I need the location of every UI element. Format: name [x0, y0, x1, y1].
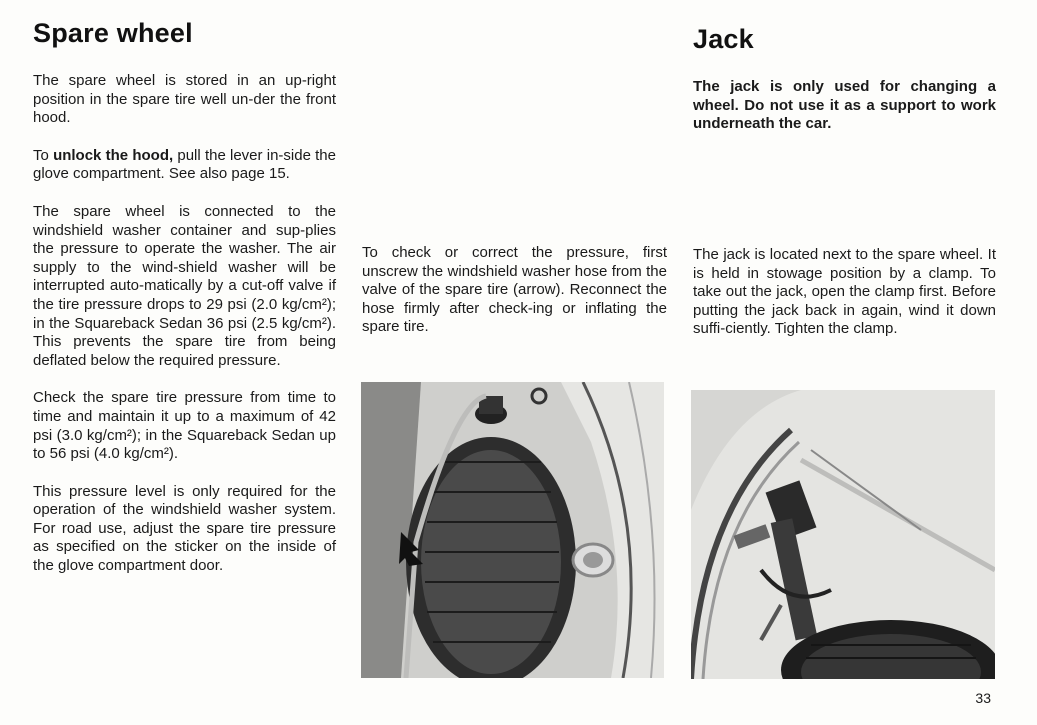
- spare-wheel-paragraph-2: [33, 147, 336, 184]
- jack-location-paragraph: The jack is located next to the spare wheel. It is held in stowage position by a clamp. To take out the jack, open the clamp first. Before putting the jack back in again, wind it down suffi-ciently. Tighten the clamp.: [693, 246, 996, 338]
- spare-wheel-paragraph-4: Check the spare tire pressure from time to time and maintain it up to a maximum of 42 psi (3.0 kg/cm²); in the Squareback Sedan up to 56 psi (4.0 kg/cm²).: [33, 389, 336, 463]
- paragraph-2-bold: unlock the hood,: [53, 146, 174, 164]
- spare-tire-photo: [361, 382, 664, 678]
- jack-illustration: [691, 390, 995, 679]
- right-body: [693, 246, 996, 339]
- paragraph-2-pre: To: [33, 146, 54, 164]
- section-title-jack: Jack: [693, 24, 754, 54]
- right-column: [693, 24, 996, 55]
- spare-wheel-paragraph-5: This pressure level is only required for the operation of the windshield washer system. For road use, adjust the spare tire pressure as specified on the sticker on the inside of the glove compartment door.: [33, 482, 336, 575]
- page-number: 33: [975, 690, 991, 706]
- right-warning: [693, 78, 996, 134]
- left-column: [33, 18, 336, 49]
- paragraph-2-post: pull the lever in-side the glove compartment. See also page 15.: [33, 146, 336, 183]
- middle-column: [362, 244, 667, 337]
- spare-wheel-paragraph-3: The spare wheel is connected to the windshield washer container and sup-plies the pressure to operate the washer. The air supply to the wind-shield washer will be interrupted auto-matically by a cut-off valve if the tire pressure drops to 29 psi (2.0 kg/cm²); in the Squareback Sedan 36 psi (2.5 kg/cm²). This prevents the spare tire from being deflated below the required pressure.: [33, 202, 336, 369]
- left-body: [33, 72, 336, 576]
- pressure-check-paragraph: To check or correct the pressure, first unscrew the windshield washer hose from the valve of the spare tire (arrow). Reconnect the hose firmly after check-ing or inflating the spare tire.: [362, 244, 667, 336]
- jack-photo: [691, 390, 995, 679]
- section-title-spare-wheel: Spare wheel: [33, 18, 193, 48]
- jack-warning: The jack is only used for changing a wheel. Do not use it as a support to work underneath the car.: [693, 78, 996, 133]
- spare-wheel-paragraph-1: The spare wheel is stored in an up-right position in the spare tire well un-der the front hood.: [33, 72, 336, 127]
- spare-tire-illustration: [361, 382, 664, 678]
